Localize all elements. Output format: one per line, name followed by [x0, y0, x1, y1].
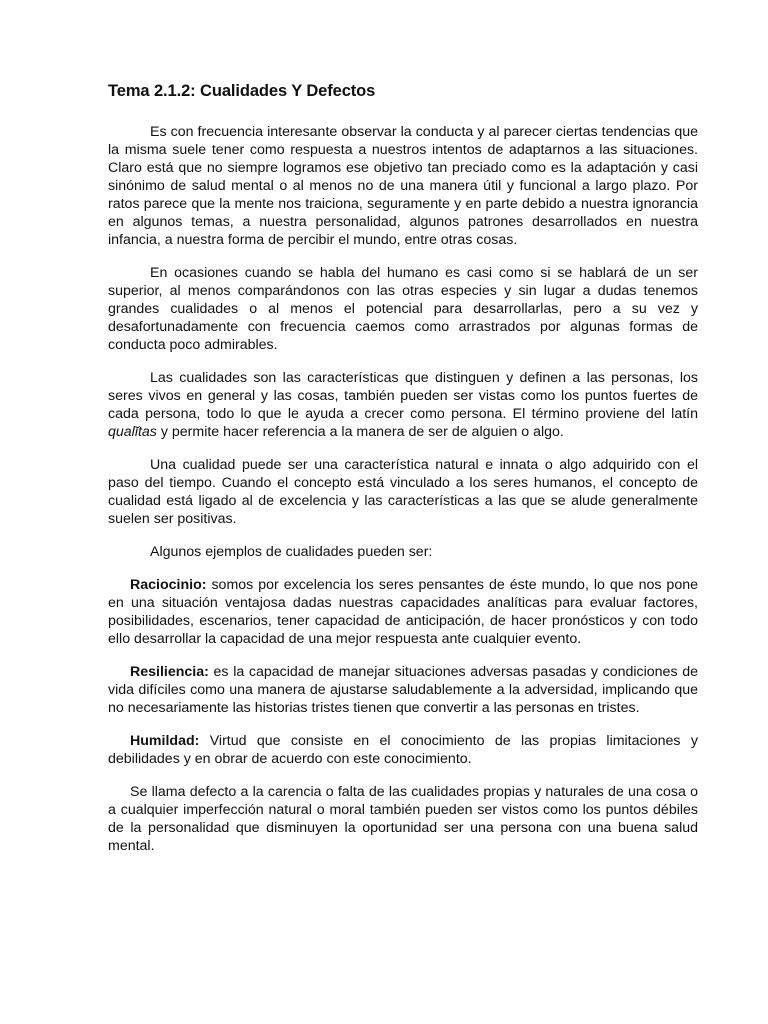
item-humildad [108, 732, 698, 768]
term-resiliencia: Resiliencia: [130, 664, 209, 680]
page-title: Tema 2.1.2: Cualidades Y Defectos [108, 82, 376, 100]
paragraph-defecto: Se llama defecto a la carencia o falta de las cualidades propias y naturales de una cosa o a cualquier imperfección natural o moral también pueden ser vistos como los puntos débiles de la personalidad que disminuyen la oportunidad ser una persona con una buena salud mental. [108, 784, 698, 854]
paragraph-cualidad-natural: Una cualidad puede ser una característica natural e innata o algo adquirido con el paso del tiempo. Cuando el concepto está vinculado a los seres humanos, el concepto de cualidad está ligado al de excelencia y las características a las que se alude generalmente suelen ser positivas. [108, 457, 698, 527]
paragraph-cualidades-definicion [108, 369, 698, 441]
term-humildad: Humildad: [130, 733, 200, 749]
paragraph-humano: En ocasiones cuando se habla del humano es casi como si se hablará de un ser superior, al menos comparándonos con las otras especies y sin lugar a dudas tenemos grandes cualidades o al menos el potencial para desarrollarlas, pero a su vez y desafortunadamente con frecuencia caemos como arrastrados por algunas formas de conducta poco admirables. [108, 265, 698, 353]
latin-term: qualĭtas [108, 424, 157, 440]
definition-raciocinio: somos por excelencia los seres pensantes de éste mundo, lo que nos pone en una situación ventajosa dadas nuestras capacidades analíticas para evaluar factores, posibilidades, escenarios, tener capacidad de anticipación, de hacer pronósticos y con todo ello desarrollar la capacidad de una mejor respuesta ante cualquier evento. [108, 577, 698, 647]
paragraph-intro: Es con frecuencia interesante observar la conducta y al parecer ciertas tendencias que la misma suele tener como respuesta a nuestros intentos de adaptarnos a las situaciones. Claro está que no siempre logramos ese objetivo tan preciado como es la adaptación y casi sinónimo de salud mental o al menos no de una manera útil y funcional a largo plazo. Por ratos parece que la mente nos traiciona, seguramente y en parte debido a nuestra ignorancia en algunos temas, a nuestra personalidad, algunos patrones desarrollados en nuestra infancia, a nuestra forma de percibir el mundo, entre otras cosas. [108, 124, 698, 248]
paragraph-text: Las cualidades son las características que distinguen y definen a las personas, los seres vivos en general y las cosas, también pueden ser vistas como los puntos fuertes de cada persona, todo lo que le ayuda a crecer como persona. El término proviene del latín [108, 370, 698, 422]
item-raciocinio [108, 576, 698, 648]
paragraph-ejemplos-intro: Algunos ejemplos de cualidades pueden ser: [150, 544, 433, 560]
definition-resiliencia: es la capacidad de manejar situaciones adversas pasadas y condiciones de vida difíciles como una manera de ajustarse saludablemente a la adversidad, implicando que no necesariamente las historias tristes tienen que convertir a las personas en tristes. [108, 664, 698, 716]
definition-humildad: Virtud que consiste en el conocimiento de las propias limitaciones y debilidades y en obrar de acuerdo con este conocimiento. [108, 733, 698, 767]
paragraph-text: y permite hacer referencia a la manera de ser de alguien o algo. [156, 424, 564, 440]
item-resiliencia [108, 663, 698, 717]
term-raciocinio: Raciocinio: [130, 577, 207, 593]
